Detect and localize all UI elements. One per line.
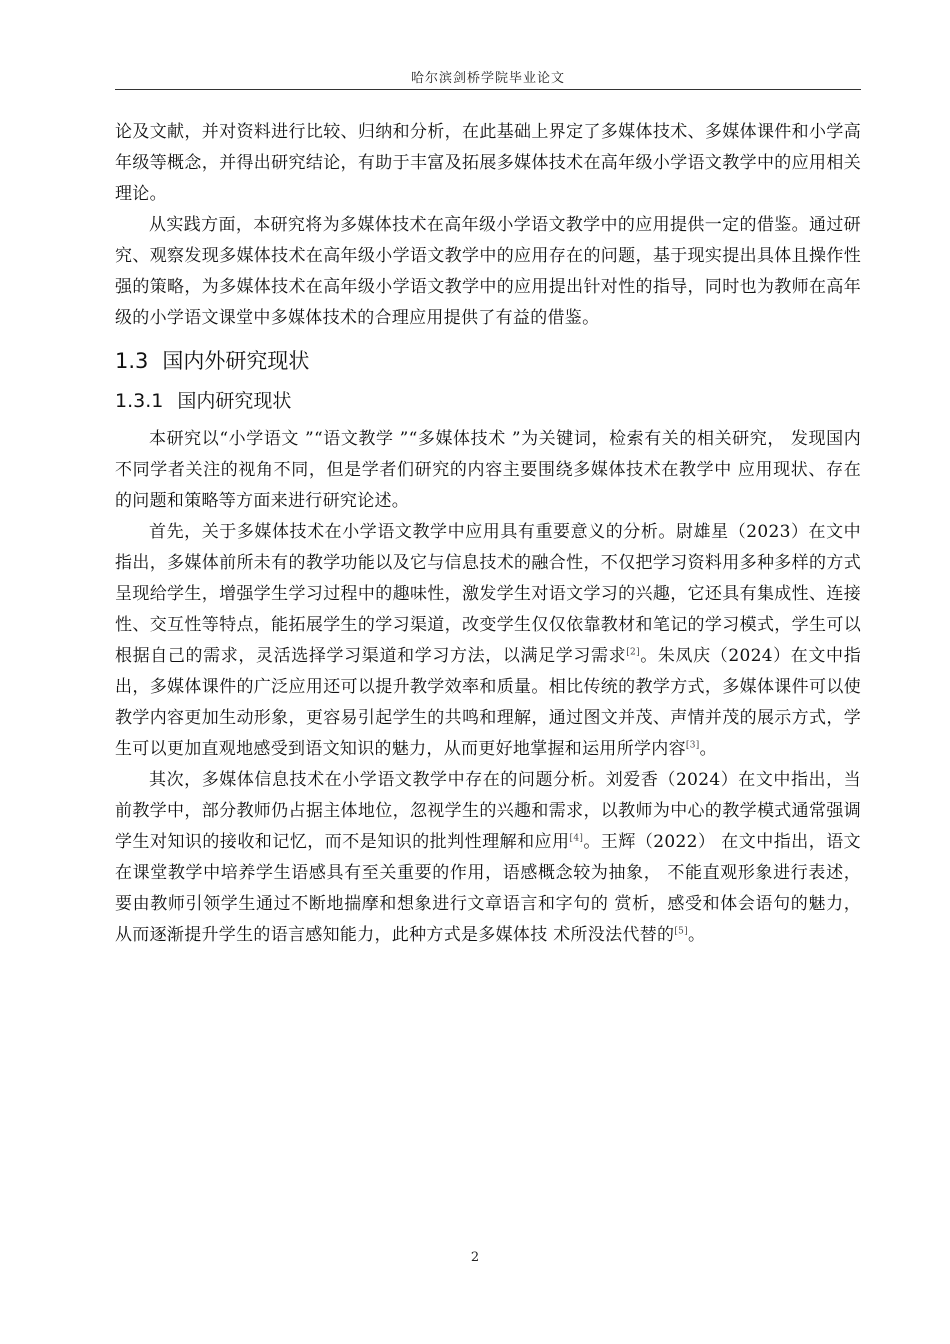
paragraph-intro: 本研究以“小学语文 ”“语文教学 ”“多媒体技术 ”为关键词，检索有关的相关研究， 发现国内不同学者关注的视角不同，但是学者们研究的内容主要围绕多媒体技术在教学中 应用现状、存在的问题和策略等方面来进行研究论述。 [115,429,861,511]
paragraph-text: 其次，多媒体信息技术在小学语文教学中存在的问题分析。刘爱香（2024）在文中指出，当前教学中，部分教师仍占据主体地位，忽视学生的兴趣和需求，以教师为中心的教学模式通常强调学生对知识的接收和记忆，而不是知识的批判性理解和应用 [115,770,861,852]
paragraph-text: 。朱凤庆（2024）在文中指出，多媒体课件的广泛应用还可以提升教学效率和质量。相比传统的教学方式，多媒体课件可以使教学内容更加生动形象，更容易引起学生的共鸣和理解，通过图文并茂、声情并茂的展示方式，学生可以更加直观地感受到语文知识的魅力，从而更好地掌握和运用所学内容 [115,646,861,759]
paragraph-practice: 从实践方面，本研究将为多媒体技术在高年级小学语文教学中的应用提供一定的借鉴。通过研究、观察发现多媒体技术在高年级小学语文教学中的应用存在的问题，基于现实提出具体且操作性强的策略，为多媒体技术在高年级小学语文教学中的应用提出针对性的指导，同时也为教师在高年级的小学语文课堂中多媒体技术的合理应用提供了有益的借鉴。 [115,215,861,328]
page-body [115,117,861,951]
citation-marker: [2] [626,647,640,658]
page-number: 2 [470,1250,480,1265]
paragraph-first-point [115,517,861,765]
paragraph-continued: 论及文献，并对资料进行比较、归纳和分析，在此基础上界定了多媒体技术、多媒体课件和小学高年级等概念，并得出研究结论，有助于丰富及拓展多媒体技术在高年级小学语文教学中的应用相关理论。 [115,122,861,204]
section-number: 1.3 [115,349,149,373]
paragraph-text: 。王辉（2022） 在文中指出，语文在课堂教学中培养学生语感具有至关重要的作用，语感概念较为抽象， 不能直观形象进行表述，要由教师引领学生通过不断地揣摩和想象进行文章语言和字句的 赏析，感受和体会语句的魅力，从而逐渐提升学生的语言感知能力，此种方式是多媒体技 术所没法代替的 [115,832,861,945]
subsection-number: 1.3.1 [115,390,164,412]
subsection-title: 国内研究现状 [177,390,292,412]
section-heading [115,346,861,376]
citation-marker: [3] [685,740,700,751]
running-header: 哈尔滨剑桥学院毕业论文 [410,71,565,86]
paragraph-text: 。 [699,739,717,759]
paragraph-text: 。 [687,925,706,945]
header-divider [115,89,861,90]
section-title: 国内外研究现状 [162,349,310,373]
paragraph-text: 首先，关于多媒体技术在小学语文教学中应用具有重要意义的分析。尉雄星（2023）在文中指出，多媒体前所未有的教学功能以及它与信息技术的融合性，不仅把学习资料用多种多样的方式呈现给学生，增强学生学习过程中的趣味性，激发学生对语文学习的兴趣，它还具有集成性、连接性、交互性等特点，能拓展学生的学习渠道，改变学生仅仅依靠教材和笔记的学习模式，学生可以根据自己的需求，灵活选择学习渠道和学习方法，以满足学习需求 [115,522,861,666]
citation-marker: [5] [674,926,688,937]
paragraph-second-point [115,765,861,951]
subsection-heading [115,386,861,416]
citation-marker: [4] [569,833,584,844]
